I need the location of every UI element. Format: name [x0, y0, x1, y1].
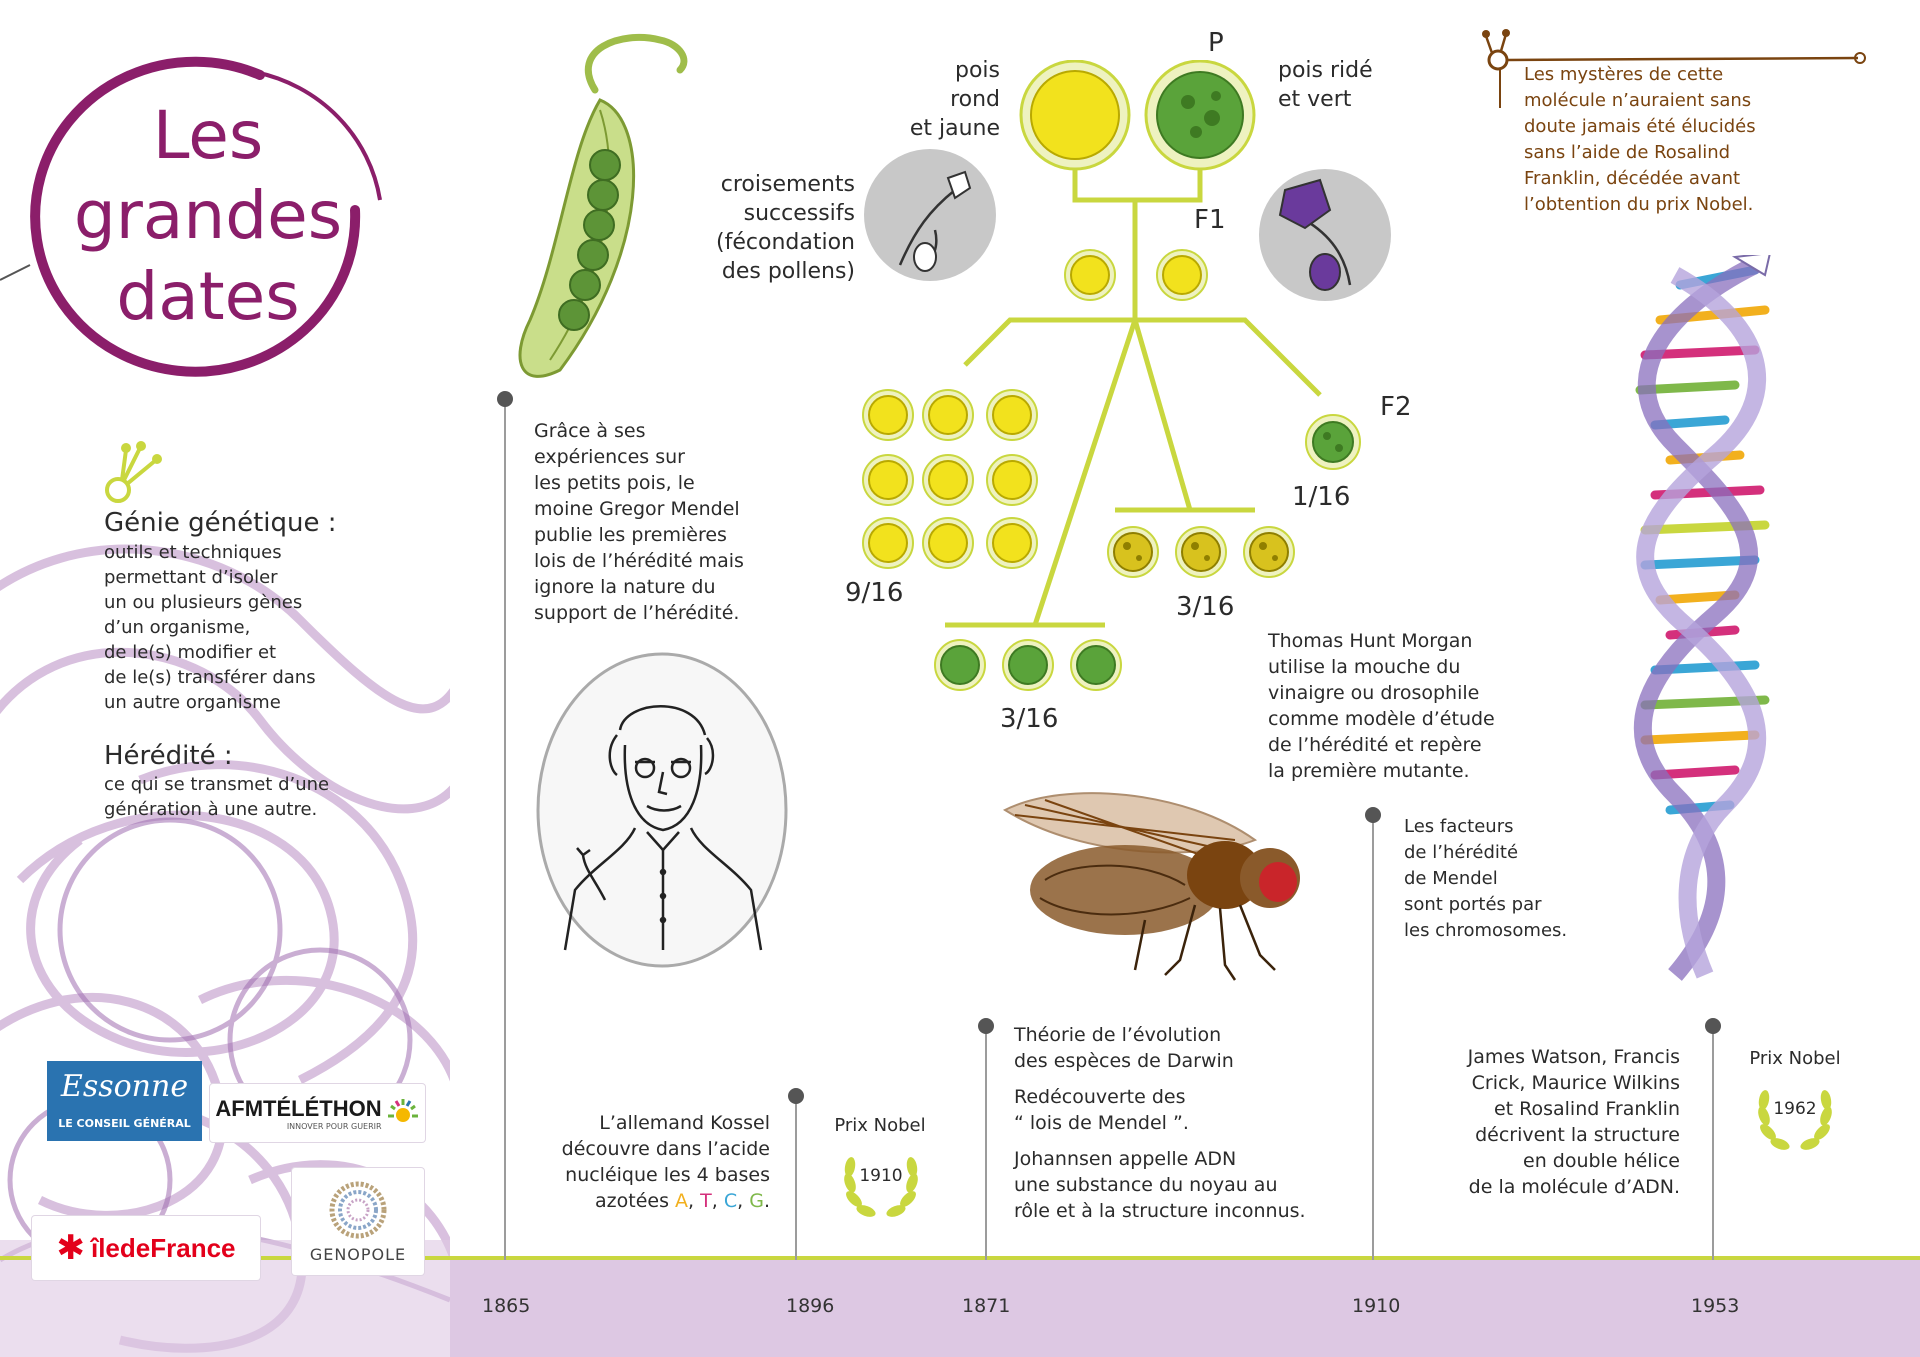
timeline-line-1953	[1712, 1027, 1714, 1260]
timeline-axis	[0, 1256, 1920, 1260]
year-1953: 1953	[1691, 1295, 1740, 1317]
timeline-line-1896	[795, 1097, 797, 1260]
nobel-label-1962: Prix Nobel	[1749, 1048, 1841, 1069]
chromosome-text: Les facteurs de l’hérédité de Mendel sont portés par les chromosomes.	[1404, 816, 1568, 941]
year-1910: 1910	[1352, 1295, 1401, 1317]
star-icon: ✱	[56, 1228, 85, 1268]
ratio-1-16: 1/16	[1292, 482, 1351, 512]
franklin-note: Les mystères de cette molécule n’auraient sans doute jamais été élucidés sans l’aide de Rosalind Franklin, décédée avant l’obtention du prix Nobel.	[1524, 64, 1756, 215]
generation-p: P	[1208, 28, 1224, 58]
year-1871: 1871	[962, 1295, 1011, 1317]
title-word-1: Les	[152, 97, 264, 174]
timeline-dot-1865	[497, 391, 513, 407]
year-1865: 1865	[482, 1295, 531, 1317]
timeline-line-1865	[504, 400, 506, 1260]
base-a: A	[675, 1190, 689, 1212]
timeline-dot-1953	[1705, 1018, 1721, 1034]
ratio-9-16: 9/16	[845, 578, 904, 608]
label-round-yellow: pois rond et jaune	[909, 58, 1000, 141]
nobel-year-1962: 1962	[1773, 1099, 1817, 1119]
title-word-2: grandes	[73, 177, 343, 254]
base-t: T	[700, 1190, 712, 1212]
molecule-icon	[100, 438, 170, 508]
genie-title: Génie génétique :	[104, 508, 337, 538]
drosophila-illustration	[985, 770, 1335, 990]
heredite-definition: ce qui se transmet d’une génération à une autre.	[104, 774, 330, 820]
base-g: G	[749, 1190, 764, 1212]
mendel-portrait	[535, 650, 790, 970]
generation-f1: F1	[1194, 205, 1226, 235]
crosses-label: croisements successifs (fécondation des pollens)	[716, 172, 855, 284]
genie-definition: outils et techniques permettant d’isoler un ou plusieurs gènes d’un organisme, de le(s) modifier et de le(s) transférer dans un autre organisme	[104, 542, 316, 713]
pea-pod-illustration	[500, 30, 700, 390]
year-1896: 1896	[786, 1295, 835, 1317]
timeline-line-1910	[1372, 816, 1374, 1260]
timeline-dot-1896	[788, 1088, 804, 1104]
ile-de-france-logo: ✱ îledeFrance	[32, 1216, 260, 1280]
genopole-ring-icon	[327, 1179, 389, 1241]
afm-telethon-logo: AFMTÉLÉTHON INNOVER POUR GUERIR	[210, 1084, 425, 1142]
sun-icon	[386, 1096, 420, 1130]
morgan-text: Thomas Hunt Morgan utilise la mouche du vinaigre ou drosophile comme modèle d’étude de l’hérédité et repère la première mutante.	[1268, 630, 1495, 782]
title-word-3: dates	[116, 258, 300, 335]
timeline-line-1871	[985, 1027, 987, 1260]
generation-f2: F2	[1380, 392, 1412, 422]
darwin-text: Théorie de l’évolution des espèces de Darwin Redécouverte des “ lois de Mendel ”. Johannsen appelle ADN une substance du noyau au rôle et à la structure inconnus.	[1014, 1024, 1306, 1222]
dna-double-helix	[1615, 255, 1790, 985]
nobel-year-1910: 1910	[859, 1166, 903, 1186]
nobel-label-1910: Prix Nobel	[834, 1115, 926, 1136]
mendel-text: Grâce à ses expériences sur les petits pois, le moine Gregor Mendel publie les premières lois de l’hérédité mais ignore la nature du support de l’hérédité.	[534, 420, 744, 624]
kossel-text: L’allemand Kossel découvre dans l’acide nucléique les 4 bases azotées A, T, C, G.	[561, 1112, 770, 1212]
ratio-3-16-green-round: 3/16	[1000, 704, 1059, 734]
timeline-dot-1910	[1365, 807, 1381, 823]
ratio-3-16-yellow-wrinkled: 3/16	[1176, 592, 1235, 622]
label-wrinkled-green: pois ridé et vert	[1278, 58, 1373, 112]
essonne-logo: Essonne LE CONSEIL GÉNÉRAL	[47, 1061, 202, 1141]
heredite-title: Hérédité :	[104, 741, 233, 771]
base-c: C	[723, 1190, 738, 1212]
genopole-logo: GENOPOLE	[292, 1168, 424, 1275]
watson-text: James Watson, Francis Crick, Maurice Wilkins et Rosalind Franklin décrivent la structure en double hélice de la molécule d’ADN.	[1467, 1046, 1680, 1198]
timeline-dot-1871	[978, 1018, 994, 1034]
